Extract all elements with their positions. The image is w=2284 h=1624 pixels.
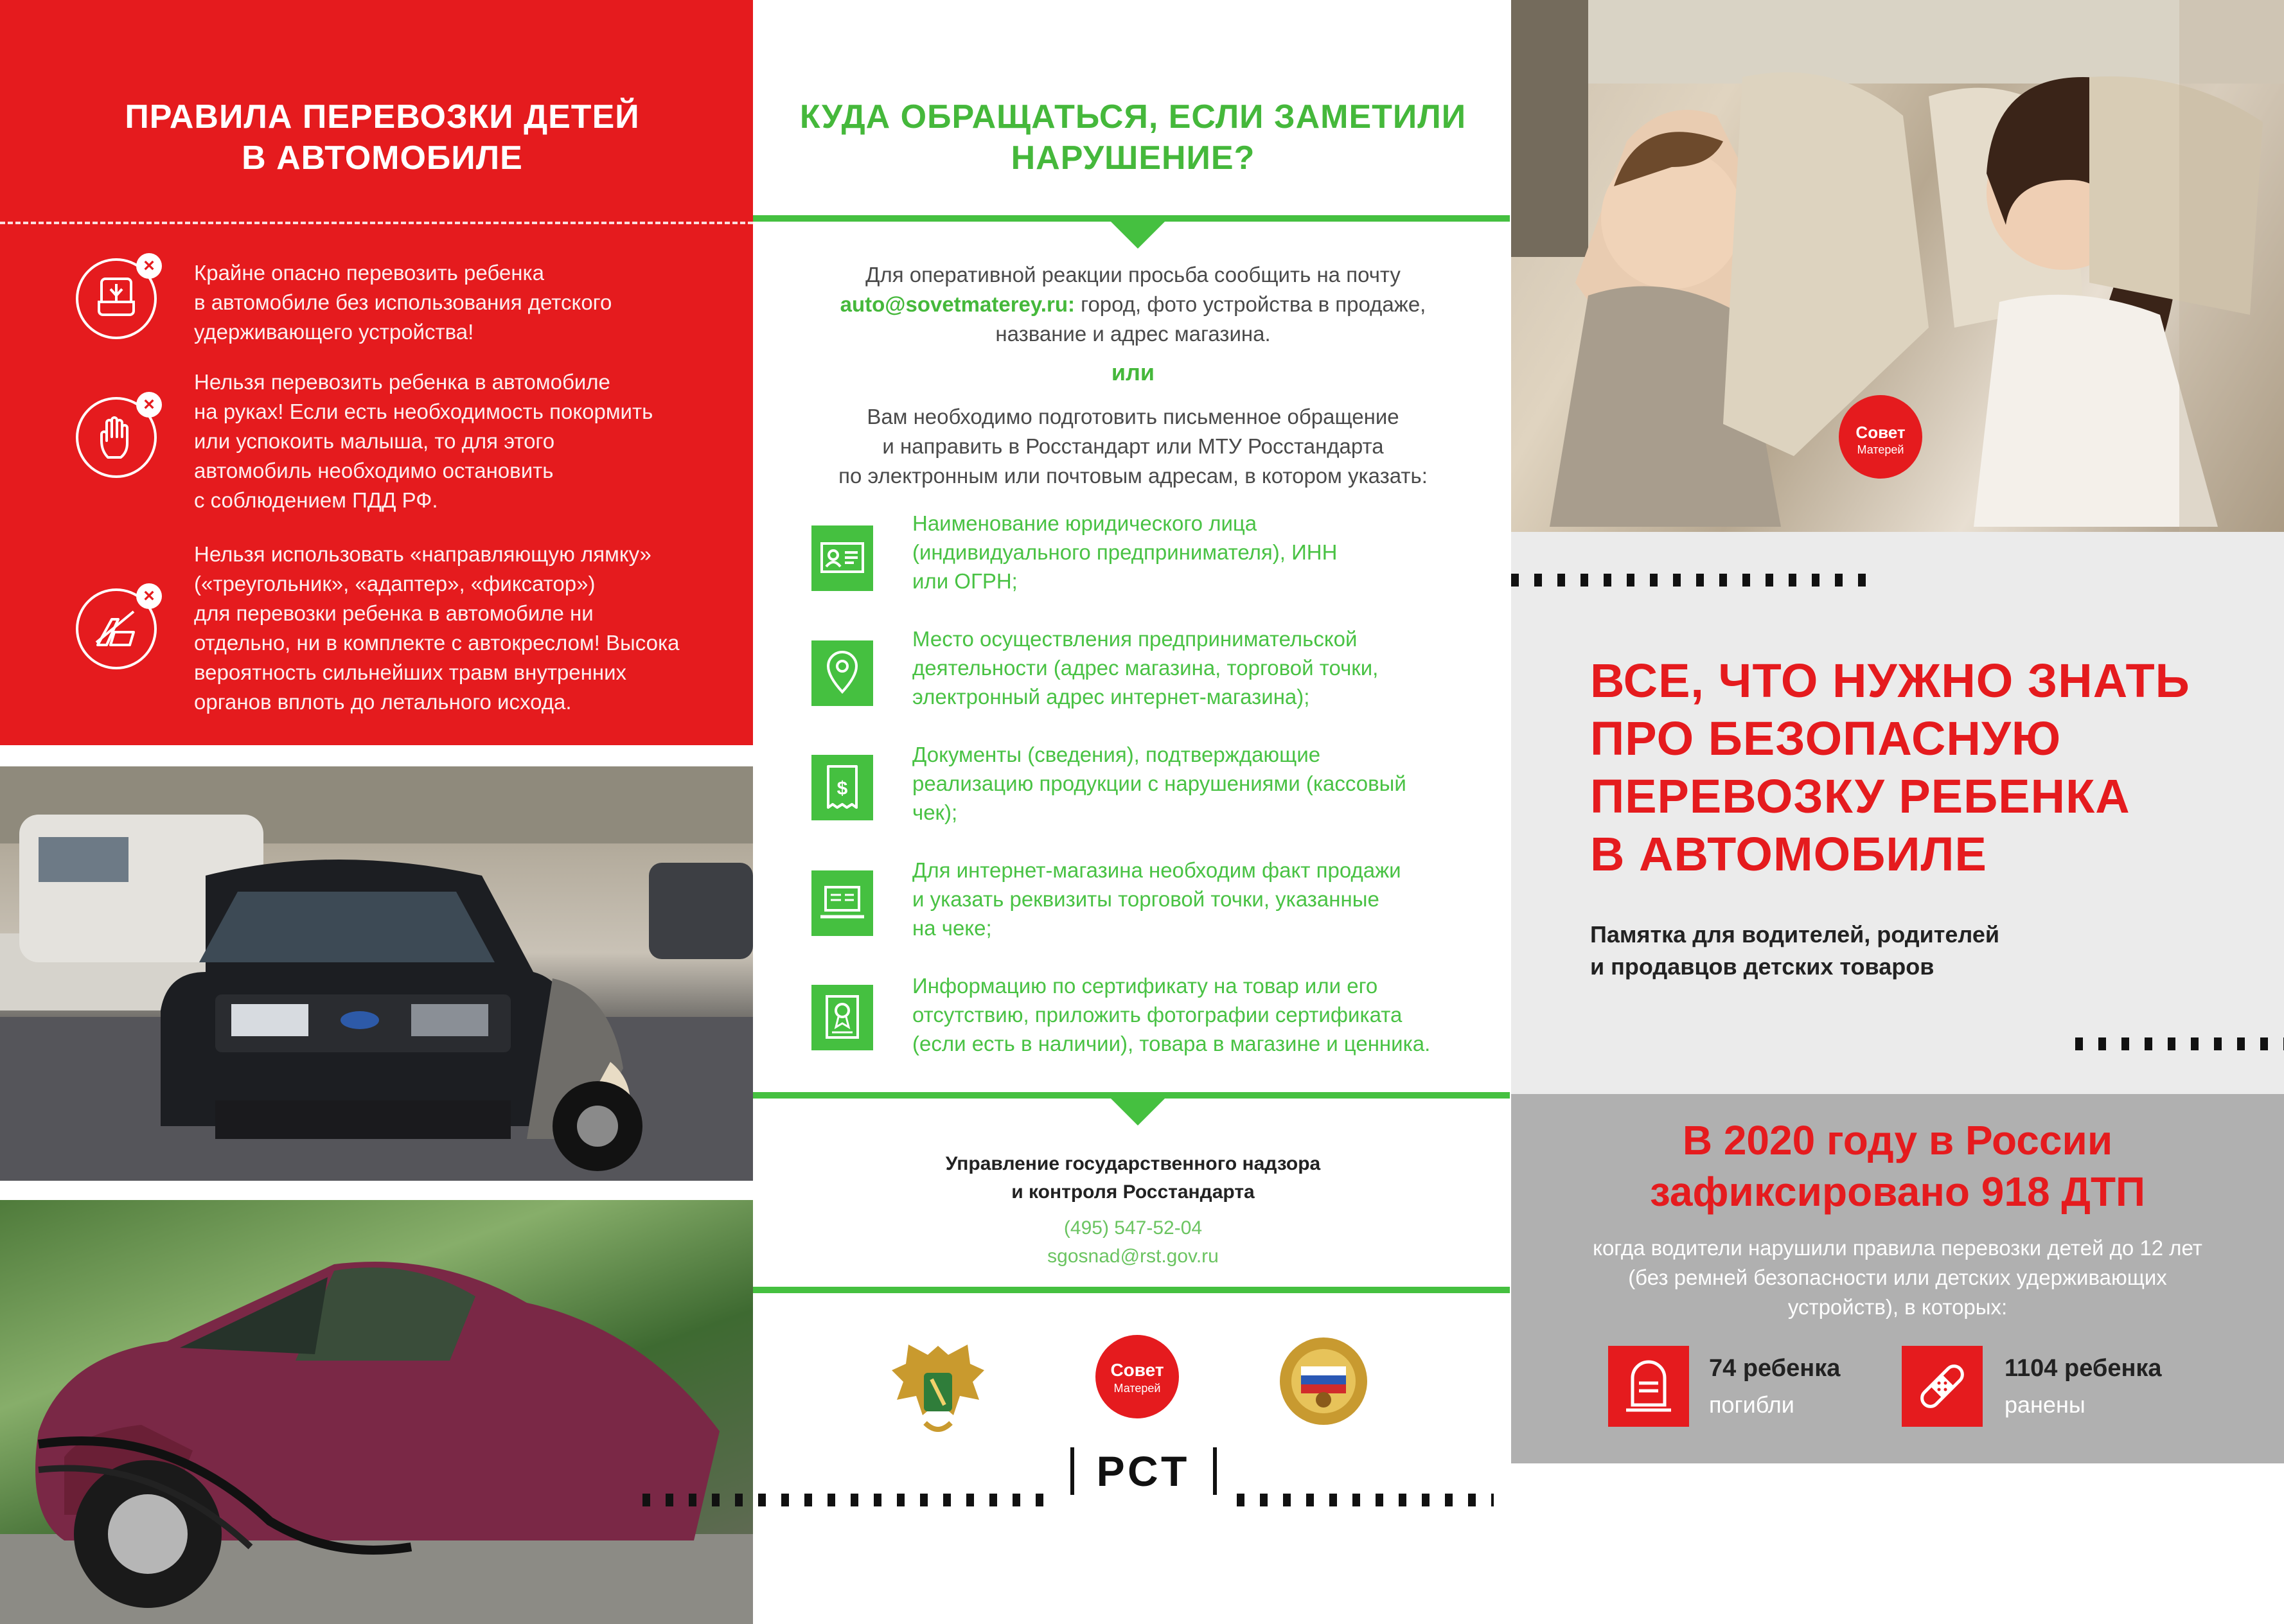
statistics-description: когда водители нарушили правила перевозки детей до 12 лет (без ремней безопасности или детских удерживающих устройств), в которых: [1593,1236,2202,1319]
certificate-icon [811,985,873,1050]
crashed-red-car-photo [0,1200,753,1624]
car-seat-icon [76,255,157,339]
org-phone[interactable]: (495) 547-52-04 [1063,1217,1203,1239]
left-dashed-divider [0,222,753,224]
statistics-heading: В 2020 году в России зафиксировано 918 ДТП [1649,1117,2146,1215]
brochure-subtitle: Памятка для водителей, родителей и продавцов детских товаров [1590,921,1999,980]
brochure-title: ВСЕ, ЧТО НУЖНО ЗНАТЬ ПРО БЕЗОПАСНУЮ ПЕРЕВОЗКУ РЕБЕНКА В АВТОМОБИЛЕ [1590,654,2190,881]
crashed-black-car-photo [0,766,753,1181]
dotted-decoration-top [1511,574,1871,587]
id-card-icon [811,525,873,591]
rule-1-text: Крайне опасно перевозить ребенка в автомобиле без использования детского удерживающего устройства! [194,261,612,344]
stat-injured-label: ранены [2005,1391,2085,1418]
list-item-5: Информацию по сертификату на товар или его отсутствию, приложить фотографии сертификата (если есть в наличии), товара в магазине и ценника. [912,974,1431,1055]
list-item-3: Документы (сведения), подтверждающие реализацию продукции с нарушениями (кассовый чек); [912,743,1406,824]
svg-text:$: $ [837,778,848,799]
list-item-1: Наименование юридического лица (индивидуального предпринимателя), ИНН или ОГРН; [912,511,1338,593]
tombstone-icon [1608,1346,1689,1427]
rst-logo: РСТ [1067,1442,1221,1500]
list-item-2: Место осуществления предпринимательской деятельности (адрес магазина, торговой точки, электронный адрес интернет-магазина); [912,627,1379,709]
report-email[interactable]: auto@sovetmaterey.ru: [840,292,1075,316]
prohibited-badge-icon: × [136,253,162,279]
right-bottom-blank [1511,1463,2284,1624]
stat-injured-number: 1104 ребенка [2005,1355,2162,1382]
laptop-icon [811,870,873,936]
stat-deaths-number: 74 ребенка [1709,1355,1841,1382]
traffic-police-emblem [1275,1333,1372,1429]
seatbelt-adapter-icon [76,585,157,669]
prohibited-badge-icon: × [136,392,162,418]
org-contacts [753,1214,1513,1271]
dotted-decoration-right [1237,1494,1494,1506]
dotted-decoration-left [642,1494,1054,1506]
sovet-materey-badge: Совет Матерей [1839,395,1922,479]
org-name: Управление государственного надзора и контроля Росстандарта [945,1153,1321,1203]
receipt-icon [811,755,873,820]
left-title-line2: В АВТОМОБИЛЕ [242,139,523,177]
stat-deaths-label: погибли [1709,1391,1794,1418]
org-email[interactable]: sgosnad@rst.gov.ru [1047,1246,1219,1267]
middle-title: КУДА ОБРАЩАТЬСЯ, ЕСЛИ ЗАМЕТИЛИ НАРУШЕНИЕ? [799,98,1467,177]
or-separator: или [1111,359,1155,385]
location-pin-icon [811,640,873,706]
green-divider-notch-2 [1110,1097,1166,1125]
report-intro: Для оперативной реакции просьба сообщить на почту auto@sovetmaterey.ru: город, фото устройства в продаже, название и адрес магазина. [840,263,1426,346]
left-title [39,96,726,179]
bandage-icon [1902,1346,1983,1427]
rule-2-text: Нельзя перевозить ребенка в автомобиле на руках! Если есть необходимость покормить или успокоить малыша, то для этого автомобиль необходимо остановить с соблюдением ПДД РФ. [194,370,653,512]
sovet-materey-logo: Совет Матерей [1095,1335,1179,1418]
hand-stop-icon [76,394,157,478]
letter-instructions: Вам необходимо подготовить письменное обращение и направить в Росстандарт или МТУ Росстандарта по электронным или почтовым адресам, в котором указать: [838,405,1428,488]
rule-3-text: Нельзя использовать «направляющую лямку» («треугольник», «адаптер», «фиксатор») для перевозки ребенка в автомобиле ни отдельно, ни в комплекте с автокреслом! Высока вероятность сильнейших травм внутренних органов вплоть до летального исхода. [194,542,680,714]
left-title-line1: ПРАВИЛА ПЕРЕВОЗКИ ДЕТЕЙ [125,98,640,136]
list-item-4: Для интернет-магазина необходим факт продажи и указать реквизиты торговой точки, указанные на чеке; [912,858,1401,940]
green-divider-notch [1110,220,1166,249]
coat-of-arms-logo [887,1333,989,1442]
dotted-decoration-bottom [2075,1037,2284,1050]
prohibited-badge-icon: × [136,583,162,609]
green-divider-bottom [753,1287,1510,1293]
mother-child-car-photo [1511,0,2284,532]
